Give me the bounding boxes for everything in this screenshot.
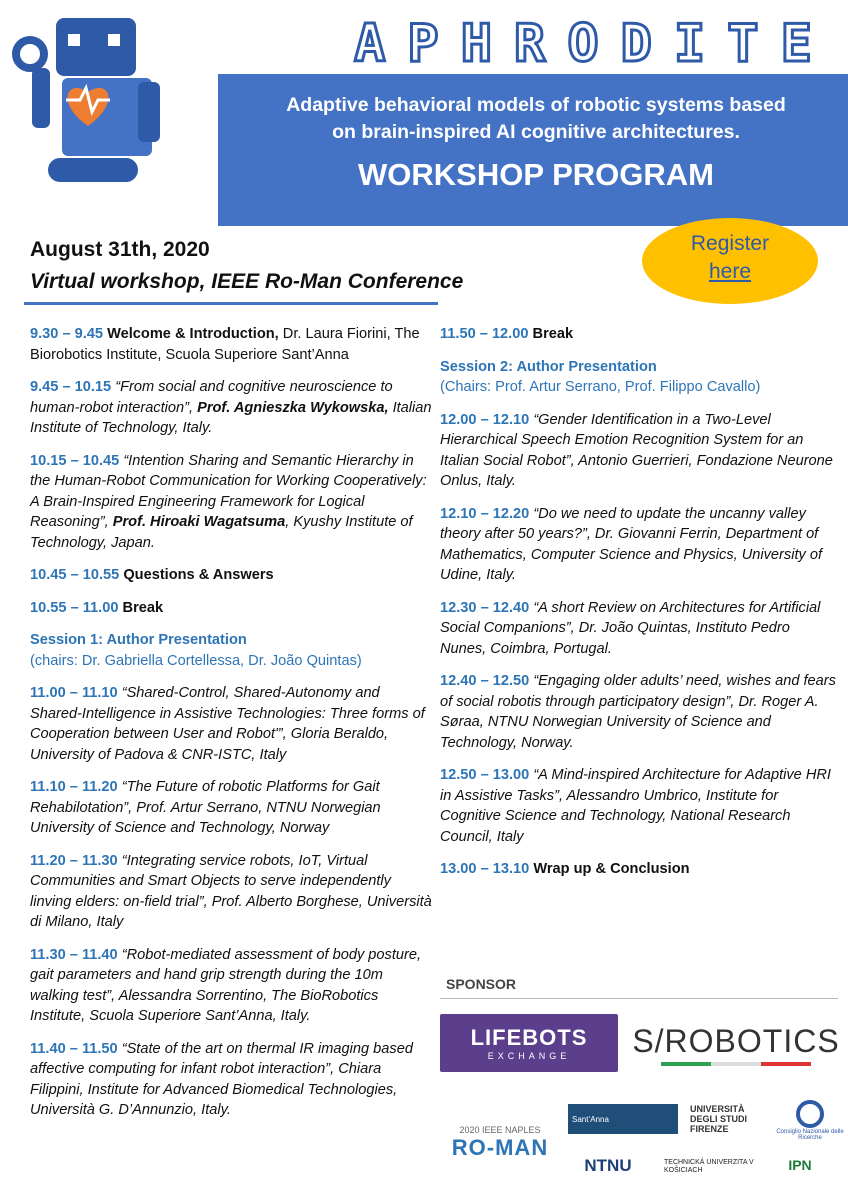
time-slot: 12.10 – 12.20 bbox=[440, 505, 530, 522]
time-slot: 13.00 – 13.10 bbox=[440, 861, 530, 877]
cnr-logo bbox=[776, 1096, 844, 1144]
workshop-subtitle bbox=[236, 92, 836, 146]
time-slot: 11.20 – 11.30 bbox=[30, 852, 118, 869]
talk-title: “Robot-mediated assessment of body posture, gait parameters and hand grip strength during the 10m walking test”, Alessandra Sorrentino, The BioRobotics Institute, Scuola Superiore Sant’Anna, Italy. bbox=[30, 946, 422, 1024]
program-item bbox=[30, 683, 434, 765]
item-details: Italian Institute of Technology, Italy. bbox=[30, 399, 432, 436]
program-item bbox=[30, 377, 434, 439]
program-item bbox=[30, 598, 434, 619]
sponsor-label: SPONSOR bbox=[446, 976, 517, 992]
time-slot: 11.10 – 11.20 bbox=[30, 779, 118, 795]
session-title: Session 2: Author Presentation bbox=[440, 358, 657, 375]
item-details: Dr. Laura Fiorini, The Biorobotics Institute, Scuola Superiore Sant’Anna bbox=[30, 326, 420, 363]
talk-title: “State of the art on thermal IR imaging based affective computing for infant robot interaction”, Chiara Filippini, Institute for Advanced Biomedical Technologies, Università G. D’Annunzio, Italy. bbox=[30, 1040, 413, 1118]
session-chairs: (chairs: Dr. Gabriella Cortellessa, Dr. João Quintas) bbox=[30, 652, 362, 669]
talk-title: “A short Review on Architectures for Artificial Social Companions”, Dr. João Quintas, Instituto Pedro Nunes, Coimbra, Portugal. bbox=[440, 599, 821, 657]
program-left-column bbox=[30, 324, 434, 1133]
program-item bbox=[440, 410, 840, 492]
item-title: Wrap up & Conclusion bbox=[529, 861, 690, 877]
talk-title: “Gender Identification in a Two-Level Hierarchical Speech Emotion Recognition System for an Italian Social Robot”, Antonio Guerrieri, Fondazione Neurone Onlus, Italy. bbox=[440, 411, 833, 489]
session-chairs: (Chairs: Prof. Artur Serrano, Prof. Filippo Cavallo) bbox=[440, 379, 761, 395]
program-item bbox=[440, 598, 840, 660]
lifebots-logo-main: LIFEBOTS bbox=[470, 1025, 588, 1050]
tuke-logo-text: TECHNICKÁ UNIVERZITA V KOŠICIACH bbox=[664, 1159, 754, 1174]
talk-title: “A Mind-inspired Architecture for Adaptive HRI in Assistive Tasks”, Alessandro Umbrico, Institute for Cognitive Science and Technology, National Research Council, Italy bbox=[440, 767, 831, 845]
program-item bbox=[440, 324, 840, 345]
srobotics-logo-text: S/ROBOTICS bbox=[632, 1022, 840, 1059]
talk-title: “Shared-Control, Shared-Autonomy and Shared-Intelligence in Assistive Technologies: Three forms of Cooperation between User and Robot'”, Gloria Beraldo, University of Padova & CNR-ISTC, Italy bbox=[30, 685, 425, 763]
program-item bbox=[30, 1039, 434, 1121]
robot-heart-logo bbox=[8, 8, 168, 188]
speaker-name: Prof. Hiroaki Wagatsuma bbox=[108, 514, 286, 530]
program-item bbox=[440, 859, 840, 880]
lifebots-logo-sub: EXCHANGE bbox=[487, 1051, 571, 1061]
subtitle-line-1: Adaptive behavioral models of robotic systems based bbox=[286, 94, 786, 116]
program-item bbox=[30, 777, 434, 839]
item-title: Break bbox=[118, 599, 164, 616]
roman-logo bbox=[440, 1096, 560, 1190]
talk-title: “Engaging older adults’ need, wishes and fears of social robotis through participatory design”, Dr. Roger A. Søraa, NTNU Norwegian University of Science and Technology, Norway. bbox=[440, 673, 836, 751]
register-link[interactable]: here bbox=[708, 260, 752, 283]
event-venue: Virtual workshop, IEEE Ro-Man Conference bbox=[30, 270, 464, 293]
time-slot: 11.50 – 12.00 bbox=[440, 326, 529, 342]
ntnu-logo bbox=[568, 1154, 648, 1178]
time-slot: 10.15 – 10.45 bbox=[30, 452, 120, 469]
time-slot: 9.30 – 9.45 bbox=[30, 326, 104, 342]
unifi-logo bbox=[690, 1098, 770, 1140]
time-slot: 10.55 – 11.00 bbox=[30, 599, 119, 616]
talk-title: “Intention Sharing and Semantic Hierarchy in the Human-Robot Communication for Working Cooperatively: A Brain-Inspired Engineering Framework for Logical Reasoning”, bbox=[30, 452, 427, 530]
roman-logo-text: RO-MAN bbox=[451, 1135, 549, 1160]
time-slot: 11.00 – 11.10 bbox=[30, 685, 118, 701]
program-item bbox=[30, 451, 434, 554]
sssa-logo-text: Sant’Anna bbox=[572, 1114, 609, 1124]
time-slot: 12.00 – 12.10 bbox=[440, 411, 530, 428]
speaker-name: Prof. Agnieszka Wykowska, bbox=[193, 399, 389, 416]
time-slot: 9.45 – 10.15 bbox=[30, 379, 112, 395]
item-title: Questions & Answers bbox=[119, 567, 274, 583]
workshop-title: APHRODITE bbox=[354, 14, 834, 74]
sponsor-divider bbox=[440, 998, 838, 999]
time-slot: 12.50 – 13.00 bbox=[440, 767, 530, 783]
talk-title: “The Future of robotic Platforms for Gait Rehabilotation”, Prof. Artur Serrano, NTNU Norwegian University of Science and Technology, Norway bbox=[30, 779, 381, 836]
subtitle-line-2: on brain-inspired AI cognitive architectures. bbox=[332, 121, 740, 143]
srobotics-logo bbox=[632, 1016, 840, 1072]
item-title: Break bbox=[528, 326, 574, 342]
ipn-logo bbox=[760, 1150, 840, 1180]
program-item bbox=[30, 630, 434, 671]
program-item bbox=[30, 565, 434, 586]
item-details: , Kyushy Institute of Technology, Japan. bbox=[30, 514, 413, 551]
event-date: August 31th, 2020 bbox=[30, 238, 210, 261]
ntnu-logo-text: NTNU bbox=[584, 1156, 632, 1175]
time-slot: 12.40 – 12.50 bbox=[440, 673, 530, 689]
program-item bbox=[30, 851, 434, 933]
program-item bbox=[440, 765, 840, 847]
register-label: Register bbox=[690, 232, 770, 255]
cnr-emblem-icon bbox=[795, 1099, 825, 1129]
session-title: Session 1: Author Presentation bbox=[30, 632, 247, 648]
time-slot: 11.30 – 11.40 bbox=[30, 946, 118, 963]
talk-title: “From social and cognitive neuroscience to human-robot interaction”, bbox=[30, 379, 393, 416]
program-item bbox=[440, 357, 840, 398]
cnr-logo-text: Consiglio Nazionale delle Ricerche bbox=[776, 1129, 844, 1141]
program-item bbox=[30, 945, 434, 1027]
program-title: WORKSHOP PROGRAM bbox=[358, 157, 714, 192]
program-item bbox=[440, 504, 840, 586]
unifi-logo-text: UNIVERSITÀ DEGLI STUDI FIRENZE bbox=[690, 1104, 748, 1134]
talk-title: “Integrating service robots, IoT, Virtual Communities and Smart Objects to serve independently linving elders: on-field trial”, Prof. Alberto Borghese, Università di Milano, Italy bbox=[30, 852, 432, 930]
program-item bbox=[440, 671, 840, 753]
roman-logo-year: 2020 IEEE NAPLES bbox=[459, 1125, 541, 1135]
talk-title: “Do we need to update the uncanny valley theory after 50 years?”, Dr. Giovanni Ferrin, Department of Mathematics, Computer Science and Physics, University of Udine, Italy. bbox=[440, 505, 823, 583]
divider bbox=[24, 302, 438, 305]
lifebots-logo bbox=[440, 1014, 618, 1072]
item-title: Welcome & Introduction, bbox=[103, 326, 279, 342]
tuke-logo bbox=[664, 1150, 754, 1184]
italian-flag-stripe bbox=[661, 1062, 811, 1066]
time-slot: 12.30 – 12.40 bbox=[440, 599, 530, 616]
register-badge bbox=[642, 218, 818, 304]
program-right-column bbox=[440, 324, 840, 892]
program-item bbox=[30, 324, 434, 365]
time-slot: 11.40 – 11.50 bbox=[30, 1040, 118, 1057]
sssa-logo bbox=[568, 1104, 678, 1134]
ipn-logo-text: IPN bbox=[788, 1157, 812, 1173]
time-slot: 10.45 – 10.55 bbox=[30, 567, 120, 583]
